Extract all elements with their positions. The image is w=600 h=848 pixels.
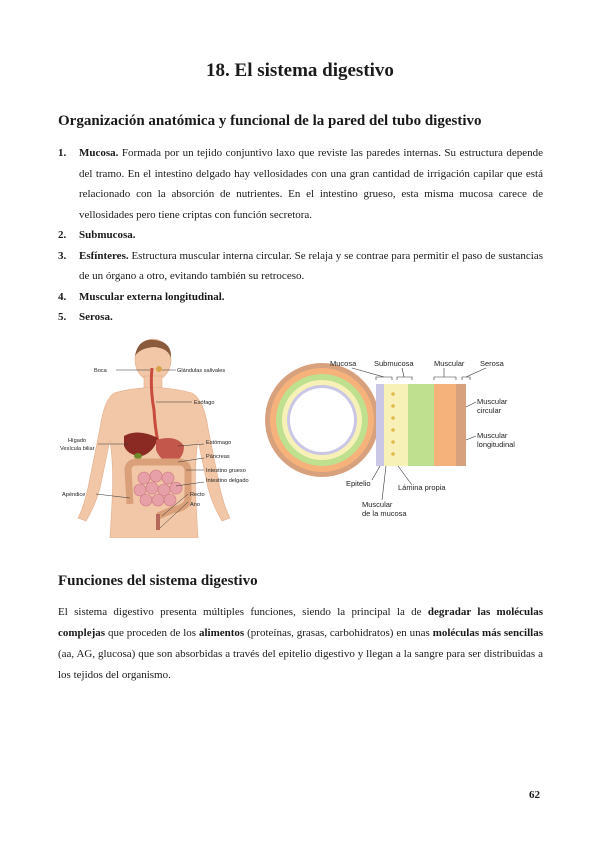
strip-serosa	[456, 384, 466, 466]
label-muscular-circular-1: Muscular	[477, 397, 508, 406]
label-muscular-top: Muscular	[434, 359, 465, 368]
wall-ring-cross-section	[265, 363, 379, 477]
para-text: (aa, AG, glucosa) que son absorbidas a través del epitelio digestivo y llegan a la sangre para ser distribuidas a los tejidos del organismo.	[58, 648, 543, 681]
list-term: Mucosa.	[79, 147, 119, 159]
functions-paragraph	[58, 602, 543, 686]
label-mucosa: Mucosa	[330, 359, 357, 368]
list-number: 3.	[58, 249, 67, 262]
label-boca: Boca	[94, 368, 107, 374]
list-number: 2.	[58, 229, 67, 241]
list-term: Serosa.	[79, 311, 113, 323]
label-muscular-circular-2: circular	[477, 406, 502, 415]
list-term: Esfínteres.	[79, 249, 129, 262]
strip-muscular-long	[434, 384, 456, 466]
label-muscular-long-2: longitudinal	[477, 440, 515, 449]
para-bold: degradar las moléculas complejas	[58, 606, 543, 639]
list-number: 1.	[58, 147, 67, 159]
label-apendice: Apéndice	[62, 492, 86, 498]
section-heading-functions: Funciones del sistema digestivo	[58, 573, 258, 589]
para-bold: moléculas más sencillas	[432, 627, 543, 639]
digestive-wall-layers-figure	[262, 352, 537, 522]
strip-submucosa	[384, 384, 408, 466]
label-higado: Hígado	[68, 438, 87, 444]
label-ano: Ano	[190, 502, 200, 508]
label-glandulas: Glándulas salivales	[177, 368, 226, 374]
list-item	[58, 225, 543, 246]
label-estomago: Estómago	[206, 440, 232, 446]
list-term: Muscular externa longitudinal.	[79, 290, 225, 303]
para-bold: alimentos	[198, 627, 245, 639]
list-item	[58, 287, 543, 308]
list-text: Estructura muscular interna circular. Se relaja y se contrae para permitir el paso de sustancias de un órgano a otro, evitando también su retroceso.	[79, 249, 543, 282]
gallbladder	[134, 453, 142, 459]
para-text: El sistema digestivo presenta múltiples funciones, siendo la principal la de	[58, 606, 428, 618]
layer-list	[58, 143, 543, 328]
list-number: 4.	[58, 290, 67, 303]
page-title: 18. El sistema digestivo	[206, 60, 394, 81]
list-item	[58, 246, 543, 287]
salivary-gland	[156, 366, 162, 372]
list-number: 5.	[58, 311, 67, 323]
label-epitelio: Epitelio	[346, 479, 371, 488]
label-esofago: Esófago	[194, 400, 215, 406]
list-item	[58, 143, 543, 225]
strip-muscular-circular	[408, 384, 434, 466]
page-number: 62	[529, 789, 540, 801]
list-term: Submucosa.	[79, 229, 136, 241]
label-pancreas: Páncreas	[206, 454, 230, 460]
label-lamina: Lámina propia	[398, 483, 446, 492]
digestive-system-figure	[58, 338, 268, 538]
list-text: Formada por un tejido conjuntivo laxo que reviste las paredes internas. Su estructura depende del tramo. En el intestino delgado hay vellosidades con una gran cantidad de irrigación capilar que está relacionado con la absorción de nutrientes. En el intestino grueso, esta misma mucosa carece de vellosidades pero tiene criptas con función secretora.	[79, 147, 543, 221]
label-vesicula: Vesícula biliar	[60, 446, 95, 452]
label-int-grueso: Intestino grueso	[206, 468, 246, 474]
wall-layer-strip	[376, 384, 466, 466]
section-heading-organization: Organización anatómica y funcional de la pared del tubo digestivo	[58, 113, 482, 129]
label-serosa: Serosa	[480, 359, 504, 368]
list-item	[58, 307, 543, 328]
label-int-delgado: Intestino delgado	[206, 478, 249, 484]
para-text: que proceden de los	[105, 627, 199, 639]
label-recto: Recto	[190, 492, 205, 498]
label-submucosa: Submucosa	[374, 359, 414, 368]
label-muscular-mucosa-1: Muscular	[362, 500, 393, 509]
para-text: (proteínas, grasas, carbohidratos) en unas	[244, 627, 433, 639]
label-muscular-long-1: Muscular	[477, 431, 508, 440]
ring-lumen	[290, 388, 354, 452]
label-muscular-mucosa-2: de la mucosa	[362, 509, 407, 518]
strip-epitelio	[376, 384, 384, 466]
